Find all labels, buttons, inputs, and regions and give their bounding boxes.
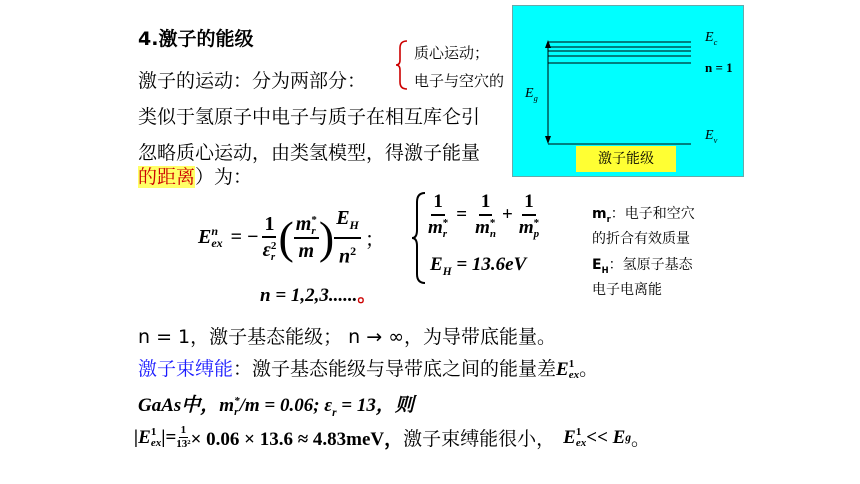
final-ex: E (563, 426, 576, 448)
rm-p: p (533, 227, 540, 240)
diagram-ec-symbol: E (705, 30, 714, 45)
rm-one-c: 1 (522, 190, 536, 216)
final-cn: 激子束缚能很小， (403, 428, 556, 450)
highlighted-distance: 的距离 (138, 166, 196, 188)
final-abs-sup: 1 (150, 425, 157, 438)
gaas-eps-sub: r (332, 406, 337, 419)
final-ex-sup: 1 (575, 425, 582, 438)
motion-part1: 质心运动； (414, 44, 490, 62)
final-end: 。 (631, 429, 651, 450)
rm-one-b: 1 (479, 190, 493, 216)
final-abs-sub: ex (150, 436, 162, 449)
rm-n: n (489, 227, 497, 240)
formula-eh: E (336, 207, 350, 229)
note-eh-symbol: E (592, 256, 602, 273)
binding-sym: E (556, 359, 569, 380)
diagram-ec (705, 30, 717, 47)
n-range-dot: 。 (357, 285, 377, 306)
ignore-cm-continuation (138, 162, 252, 189)
rm-one-a: 1 (431, 190, 445, 216)
motion-brace (396, 40, 406, 90)
eh-symbol: E (430, 254, 443, 275)
formula-m: m (298, 239, 315, 262)
note-mr-sub: r (606, 213, 611, 224)
note-eh-line2: 电子电离能 (592, 281, 662, 298)
note-mr-text1: ：电子和空穴 (610, 206, 695, 222)
formula-lhs-sub: ex (211, 236, 223, 251)
note-eh-sub: H (601, 264, 609, 275)
n-range-text: n = 1,2,3...... (260, 285, 358, 306)
hydrogen-analogy-line: 类似于氢原子中电子与质子在相互库仑引 (138, 106, 481, 128)
final-ll: << E (586, 426, 626, 448)
diagram-label: 激子能级 (576, 146, 676, 172)
final-abs-close: | (161, 426, 166, 448)
formula-eh-sub: H (349, 218, 359, 232)
rm-star-b: * (489, 216, 496, 229)
diagram-ev-symbol: E (705, 128, 714, 143)
formula-mr: m (295, 213, 312, 236)
gaas-part3: = 13，则 (336, 395, 414, 416)
note-mr-line1 (592, 204, 695, 229)
formula-one: 1 (262, 212, 276, 238)
reduced-mass-formula (428, 190, 539, 240)
formula-eh-fraction (334, 206, 361, 269)
formula-n-sup: 2 (350, 244, 357, 258)
diagram-ev (705, 128, 717, 145)
formula-eps-sub: r (270, 250, 276, 263)
final-frac-den: 13² (176, 438, 191, 450)
rm-m-a: m (428, 217, 443, 238)
formula-mass-fraction (294, 212, 319, 262)
eh-value (430, 254, 526, 278)
gaas-line (138, 390, 414, 419)
diagram-eg-sub: g (533, 93, 538, 103)
formula-equals: = − (230, 225, 259, 248)
eh-symbol-sub: H (442, 265, 452, 278)
final-frac-num: 1 (180, 424, 187, 436)
formula-eps-fraction (262, 212, 276, 262)
motion-prefix: 激子的运动：分为两部分： (138, 70, 367, 92)
binding-sym-sup: 1 (568, 357, 575, 370)
gaas-sup: * (234, 394, 240, 407)
note-mr-line2: 的折合有效质量 (592, 230, 690, 247)
n1-line: n = 1，激子基态能级； n → ∞，为导带底能量。 (138, 326, 557, 348)
formula-eps: ε (262, 239, 271, 262)
binding-energy-text: ：激子基态能级与导带底之间的能量差 (233, 358, 557, 380)
final-rest: × 0.06 × 13.6 ≈ 4.83meV， (190, 429, 404, 450)
rm-plus: + (502, 204, 513, 225)
formula-semicolon: ； (364, 228, 385, 251)
diagram-ev-sub: v (713, 135, 718, 145)
diagram-eg-symbol: E (525, 86, 534, 101)
exciton-energy-formula: E n ex = − 1 ε 2 r ( m * r m ) $\frac{E_H}{n^2}$ ； (198, 207, 385, 268)
system-brace (412, 192, 426, 288)
rm-eq: = (456, 204, 468, 225)
formula-eps-sup: 2 (270, 239, 277, 252)
binding-energy-calc (134, 424, 650, 451)
formula-mr-sup: * (311, 213, 317, 226)
rm-star-a: * (442, 216, 449, 229)
notes-block (592, 204, 695, 300)
eh-value-text: = 13.6eV (451, 254, 527, 275)
diagram-ec-sub: c (713, 37, 718, 47)
gaas-sub: r (234, 405, 239, 418)
diagram-n1: n = 1 (705, 60, 733, 75)
binding-energy-line (138, 354, 598, 381)
binding-sym-sub: ex (568, 368, 580, 381)
section-heading: 4.激子的能级 (138, 28, 254, 50)
note-mr-symbol: m (592, 206, 607, 222)
diagram-eg (525, 86, 538, 103)
rm-m-c: m (518, 217, 534, 238)
binding-end: 。 (579, 358, 599, 380)
rm-m-b: m (475, 217, 490, 238)
gaas-part2: /m = 0.06; ε (239, 395, 333, 416)
ignore-cm-rest: ）为： (195, 166, 253, 188)
rm-star-c: * (533, 216, 540, 229)
formula-n: n (338, 245, 351, 268)
final-fraction (176, 424, 190, 451)
binding-energy-term: 激子束缚能 (138, 358, 234, 380)
formula-mr-sub: r (311, 224, 316, 237)
formula-lhs: E (198, 225, 212, 248)
final-abs-open: |E (134, 426, 151, 448)
gaas-part1: GaAs中，m (138, 395, 235, 416)
note-eh-line1 (592, 255, 695, 280)
ignore-cm-line: 忽略质心运动，由类氢模型，得激子能量 (138, 142, 481, 164)
note-eh-text1: ：氢原子基态 (608, 256, 693, 273)
final-eq: = (165, 426, 177, 448)
final-ex-sub: ex (575, 436, 587, 449)
rm-r: r (442, 227, 448, 240)
n-range (260, 280, 376, 307)
final-g-sub: g (625, 431, 632, 444)
motion-part2: 电子与空穴的 (414, 72, 505, 90)
formula-lhs-sup: n (211, 224, 219, 239)
